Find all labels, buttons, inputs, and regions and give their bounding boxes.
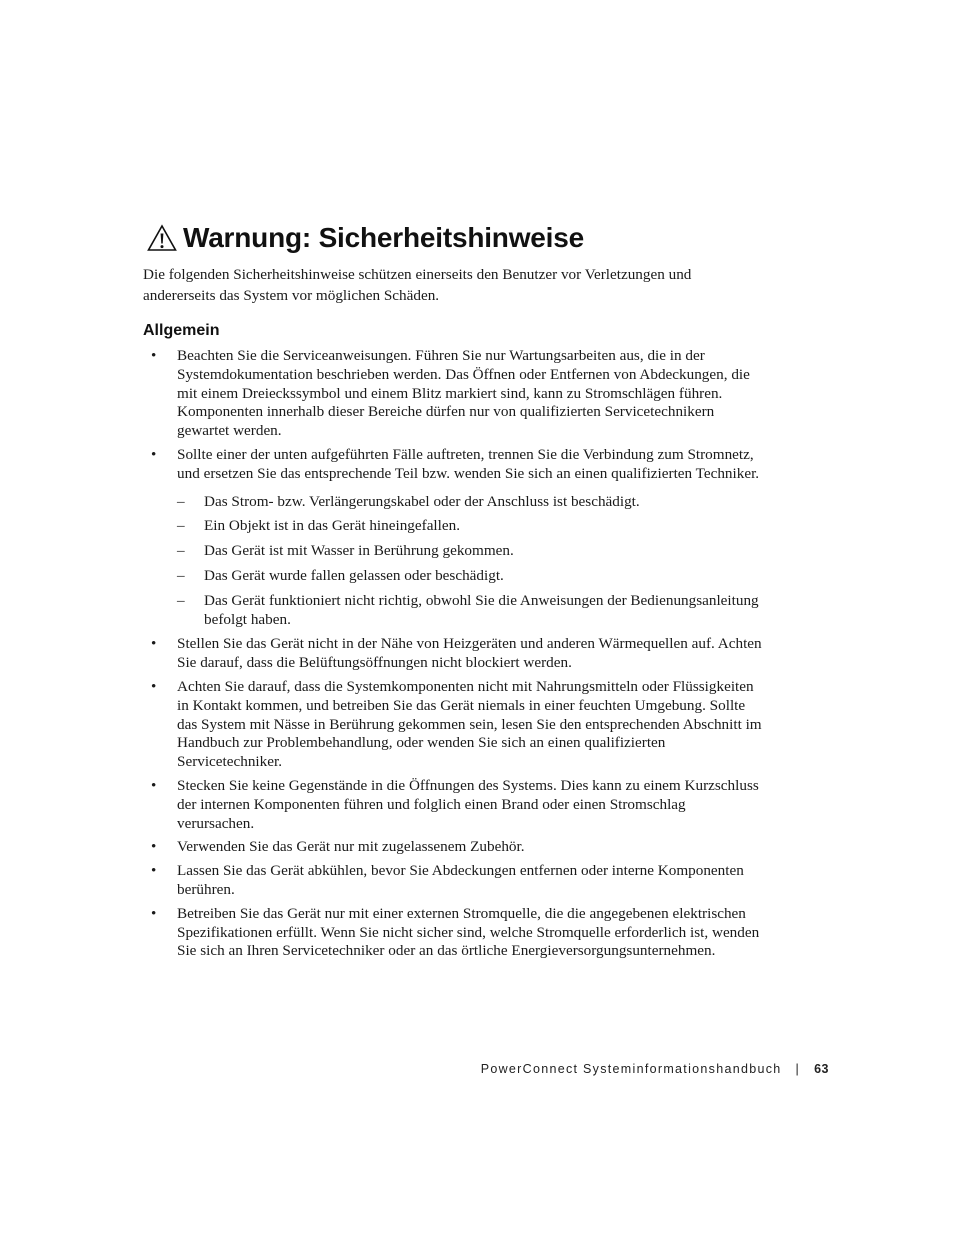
list-item-text: Beachten Sie die Serviceanweisungen. Führen Sie nur Wartungsarbeiten aus, die in der Systemdokumentation beschrieben werden. Das Öffnen oder Entfernen von Abdeckungen, die mit einem Dreieckssymbol und einem Blitz markiert sind, kann zu Stromschlägen führen. Komponenten innerhalb dieser Bereiche dürfen nur von qualifizierten Servicetechnikern gewartet werden. (177, 347, 750, 440)
list-item-text: Stecken Sie keine Gegenstände in die Öffnungen des Systems. Dies kann zu einem Kurzschluss der internen Komponenten führen und folglich einen Brand oder einen Stromschlag verursachen. (177, 776, 759, 832)
page-number: 63 (814, 1062, 829, 1076)
section-title: Allgemein (143, 322, 220, 339)
sub-list-item (177, 592, 763, 630)
page-title: Warnung: Sicherheitshinweise (183, 222, 584, 253)
list-item-text: Lassen Sie das Gerät abkühlen, bevor Sie Abdeckungen entfernen oder interne Komponenten berühren. (177, 862, 744, 898)
bullet-marker: • (151, 635, 157, 653)
sub-list-item (177, 493, 763, 512)
list-item-text: Achten Sie darauf, dass die Systemkomponenten nicht mit Nahrungsmitteln oder Flüssigkeiten in Kontakt kommen, und betreiben Sie das Gerät niemals in einer feuchten Umgebung. Sollte das System mit Nässe in Berührung gekommen sein, lesen Sie den entsprechenden Abschnitt im Handbuch zur Problembehandlung, oder wenden Sie sich an einen qualifizierten Servicetechniker. (177, 677, 762, 771)
list-item (143, 905, 763, 961)
safety-list (143, 347, 763, 966)
sub-list-item-text: Das Gerät wurde fallen gelassen oder beschädigt. (204, 566, 504, 584)
dash-marker: – (177, 517, 185, 535)
bullet-marker: • (151, 677, 157, 695)
list-item (143, 862, 763, 900)
bullet-marker: • (151, 904, 157, 922)
sub-list (177, 493, 763, 630)
list-item (143, 635, 763, 673)
sub-list-item-text: Das Gerät funktioniert nicht richtig, obwohl Sie die Anweisungen der Bedienungsanleitung befolgt haben. (204, 591, 759, 628)
warning-triangle-icon (147, 224, 177, 252)
book-title: PowerConnect Systeminformationshandbuch (480, 1062, 782, 1076)
sub-list-item (177, 517, 763, 536)
dash-marker: – (177, 492, 185, 510)
dash-marker: – (177, 542, 185, 560)
bullet-marker: • (151, 776, 157, 794)
list-item-text: Verwenden Sie das Gerät nur mit zugelassenem Zubehör. (177, 838, 525, 856)
bullet-marker: • (151, 838, 157, 856)
bullet-marker: • (151, 445, 157, 463)
sub-list-item-text: Das Strom- bzw. Verlängerungskabel oder der Anschluss ist beschädigt. (204, 492, 640, 510)
list-item (143, 678, 763, 772)
intro-paragraph: Die folgenden Sicherheitshinweise schützen einerseits den Benutzer vor Verletzungen und andererseits das System vor möglichen Schäden. (143, 266, 692, 304)
list-item (143, 347, 763, 441)
list-item-text: Stellen Sie das Gerät nicht in der Nähe von Heizgeräten und anderen Wärmequellen auf. Achten Sie darauf, dass die Belüftungsöffnungen nicht blockiert werden. (177, 635, 762, 672)
sub-list-item-text: Das Gerät ist mit Wasser in Berührung gekommen. (204, 542, 514, 560)
list-item (143, 446, 763, 629)
bullet-marker: • (151, 347, 157, 364)
page-footer (481, 1062, 829, 1076)
list-item-text: Sollte einer der unten aufgeführten Fälle auftreten, trennen Sie die Verbindung zum Stromnetz, und ersetzen Sie das entsprechende Teil bzw. wenden Sie sich an einen qualifizierten Techniker. (177, 445, 760, 482)
sub-list-item-text: Ein Objekt ist in das Gerät hineingefallen. (204, 517, 461, 535)
bullet-marker: • (151, 862, 157, 880)
dash-marker: – (177, 591, 185, 609)
list-item-text: Betreiben Sie das Gerät nur mit einer externen Stromquelle, die die angegebenen elektrischen Spezifikationen erfüllt. Wenn Sie nicht sicher sind, welche Stromquelle erforderlich ist, wenden Sie sich an Ihren Servicetechniker oder an das örtliche Energieversorgungsunternehmen. (177, 904, 760, 960)
footer-separator: | (795, 1062, 801, 1076)
page-heading (147, 222, 584, 254)
list-item (143, 777, 763, 833)
sub-list-item (177, 542, 763, 561)
list-item (143, 838, 763, 857)
dash-marker: – (177, 566, 185, 584)
sub-list-item (177, 567, 763, 586)
